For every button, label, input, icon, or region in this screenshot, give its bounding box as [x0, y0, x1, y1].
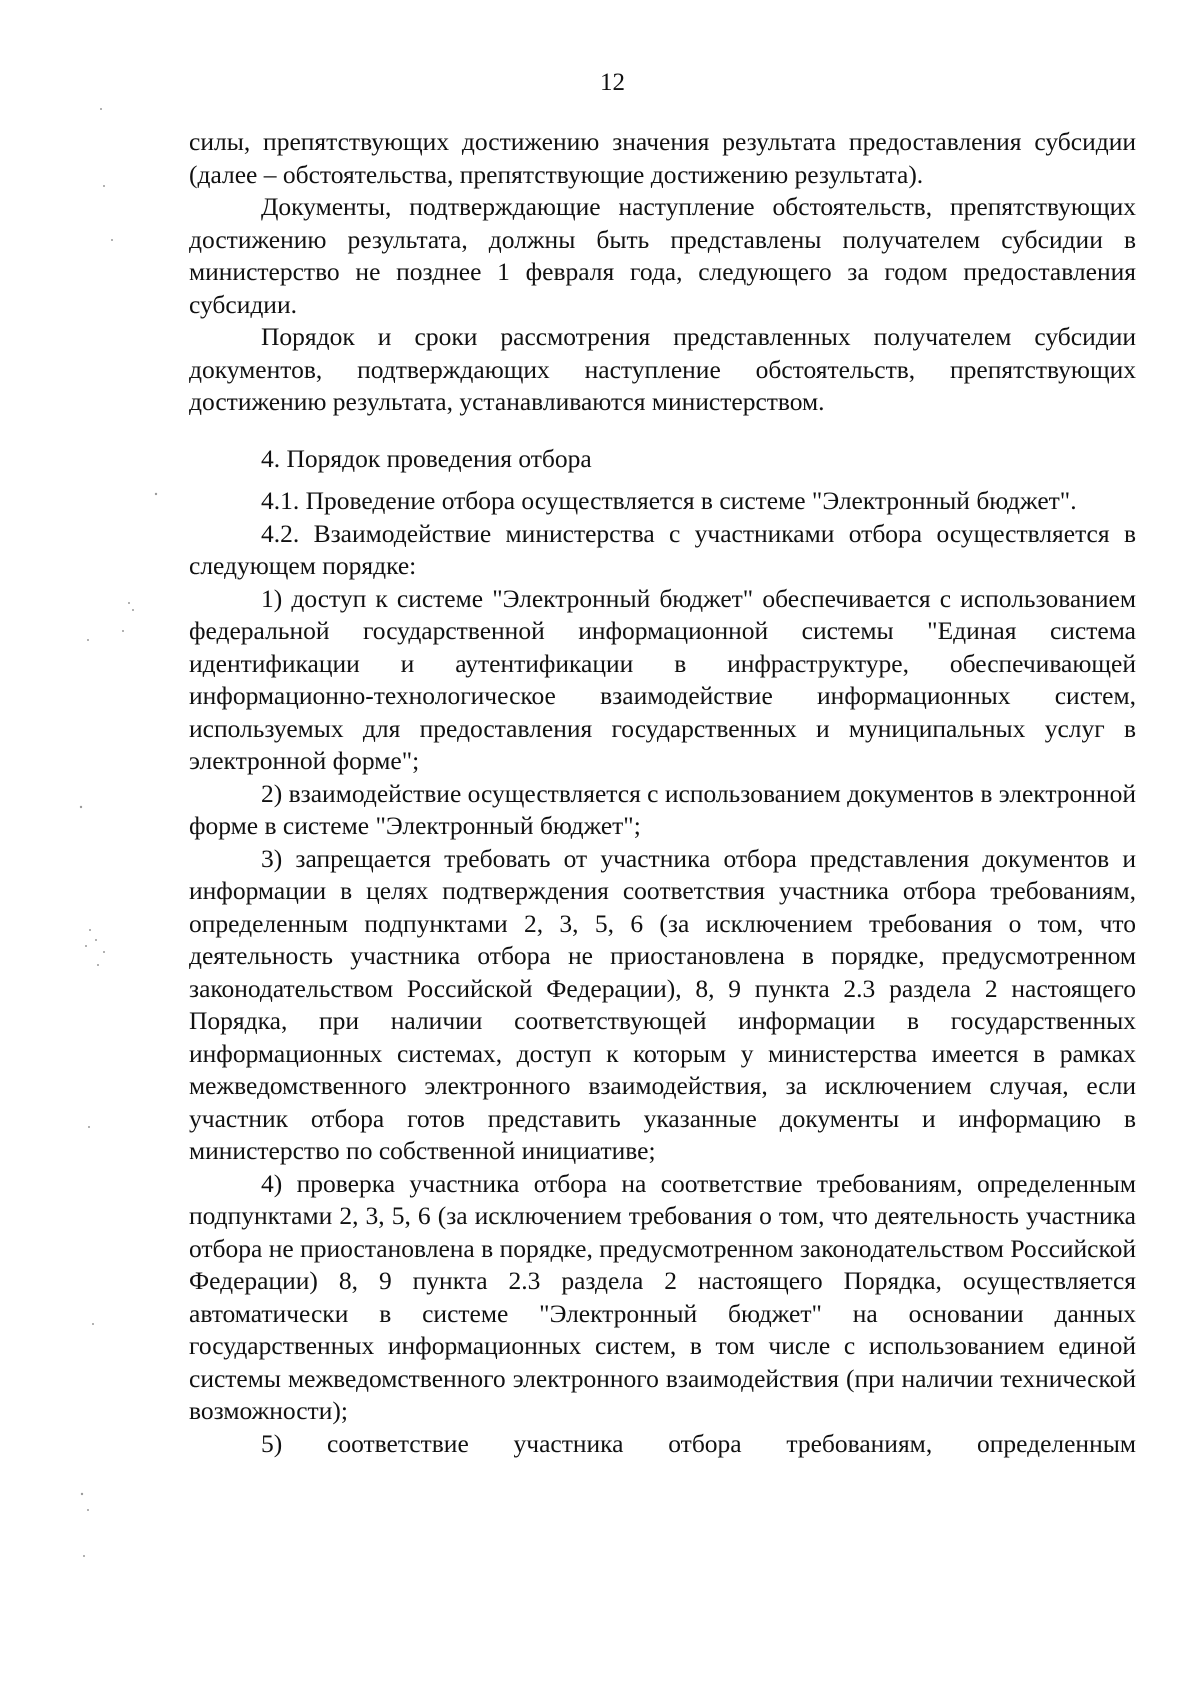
paragraph: 1) доступ к системе "Электронный бюджет" обеспечивается с использованием федеральной государственной информационной системы "Единая система идентификации и аутентификации в инфраструктуре, обеспечивающей информационно-технологическое взаимодействие информационных систем, используемых для предоставления государственных и муниципальных услуг в электронной форме"; — [189, 583, 1136, 775]
page-number: 12 — [600, 69, 625, 96]
paragraph: 3) запрещается требовать от участника отбора представления документов и информации в целях подтверждения соответствия участника отбора требованиям, определенным подпунктами 2, 3, 5, 6 (за исключением требования о том, что деятельность участника отбора не приостановлена в порядке, предусмотренном законодательством Российской Федерации), 8, 9 пункта 2.3 раздела 2 настоящего Порядка, при наличии соответствующей информации в государственных информационных системах, доступ к которым у министерства имеется в рамках межведомственного электронного взаимодействия, за исключением случая, если участник отбора готов представить указанные документы и информацию в министерство по собственной инициативе; — [189, 843, 1136, 1165]
paragraph: 5) соответствие участника отбора требованиям, определенным — [261, 1428, 1136, 1458]
paragraph: Порядок и сроки рассмотрения представленных получателем субсидии документов, подтверждающих наступление обстоятельств, препятствующих достижению результата, устанавливаются министерством. — [189, 322, 1136, 416]
scan-margin-specks — [0, 0, 180, 1702]
paragraph: 4) проверка участника отбора на соответствие требованиям, определенным подпунктами 2, 3, 5, 6 (за исключением требования о том, что деятельность участника отбора не приостановлена в порядке, предусмотренном законодательством Российской Федерации) 8, 9 пункта 2.3 раздела 2 настоящего Порядка, осуществляется автоматически в системе "Электронный бюджет" на основании данных государственных информационных систем, в том числе с использованием единой системы межведомственного электронного взаимодействия (при наличии технической возможности); — [189, 1168, 1136, 1425]
section-heading: 4. Порядок проведения отбора — [261, 443, 592, 473]
paragraph: 4.1. Проведение отбора осуществляется в системе "Электронный бюджет". — [261, 486, 1077, 515]
paragraph: Документы, подтверждающие наступление обстоятельств, препятствующих достижению результата, должны быть представлены получателем субсидии в министерство не позднее 1 февраля года, следующего за годом предоставления субсидии. — [189, 192, 1136, 319]
document-body — [189, 126, 1136, 1460]
paragraph: силы, препятствующих достижению значения результата предоставления субсидии (далее – обстоятельства, препятствующие достижению результата). — [189, 127, 1136, 189]
paragraph: 2) взаимодействие осуществляется с использованием документов в электронной форме в системе "Электронный бюджет"; — [189, 778, 1136, 840]
paragraph: 4.2. Взаимодействие министерства с участниками отбора осуществляется в следующем порядке: — [189, 518, 1136, 580]
